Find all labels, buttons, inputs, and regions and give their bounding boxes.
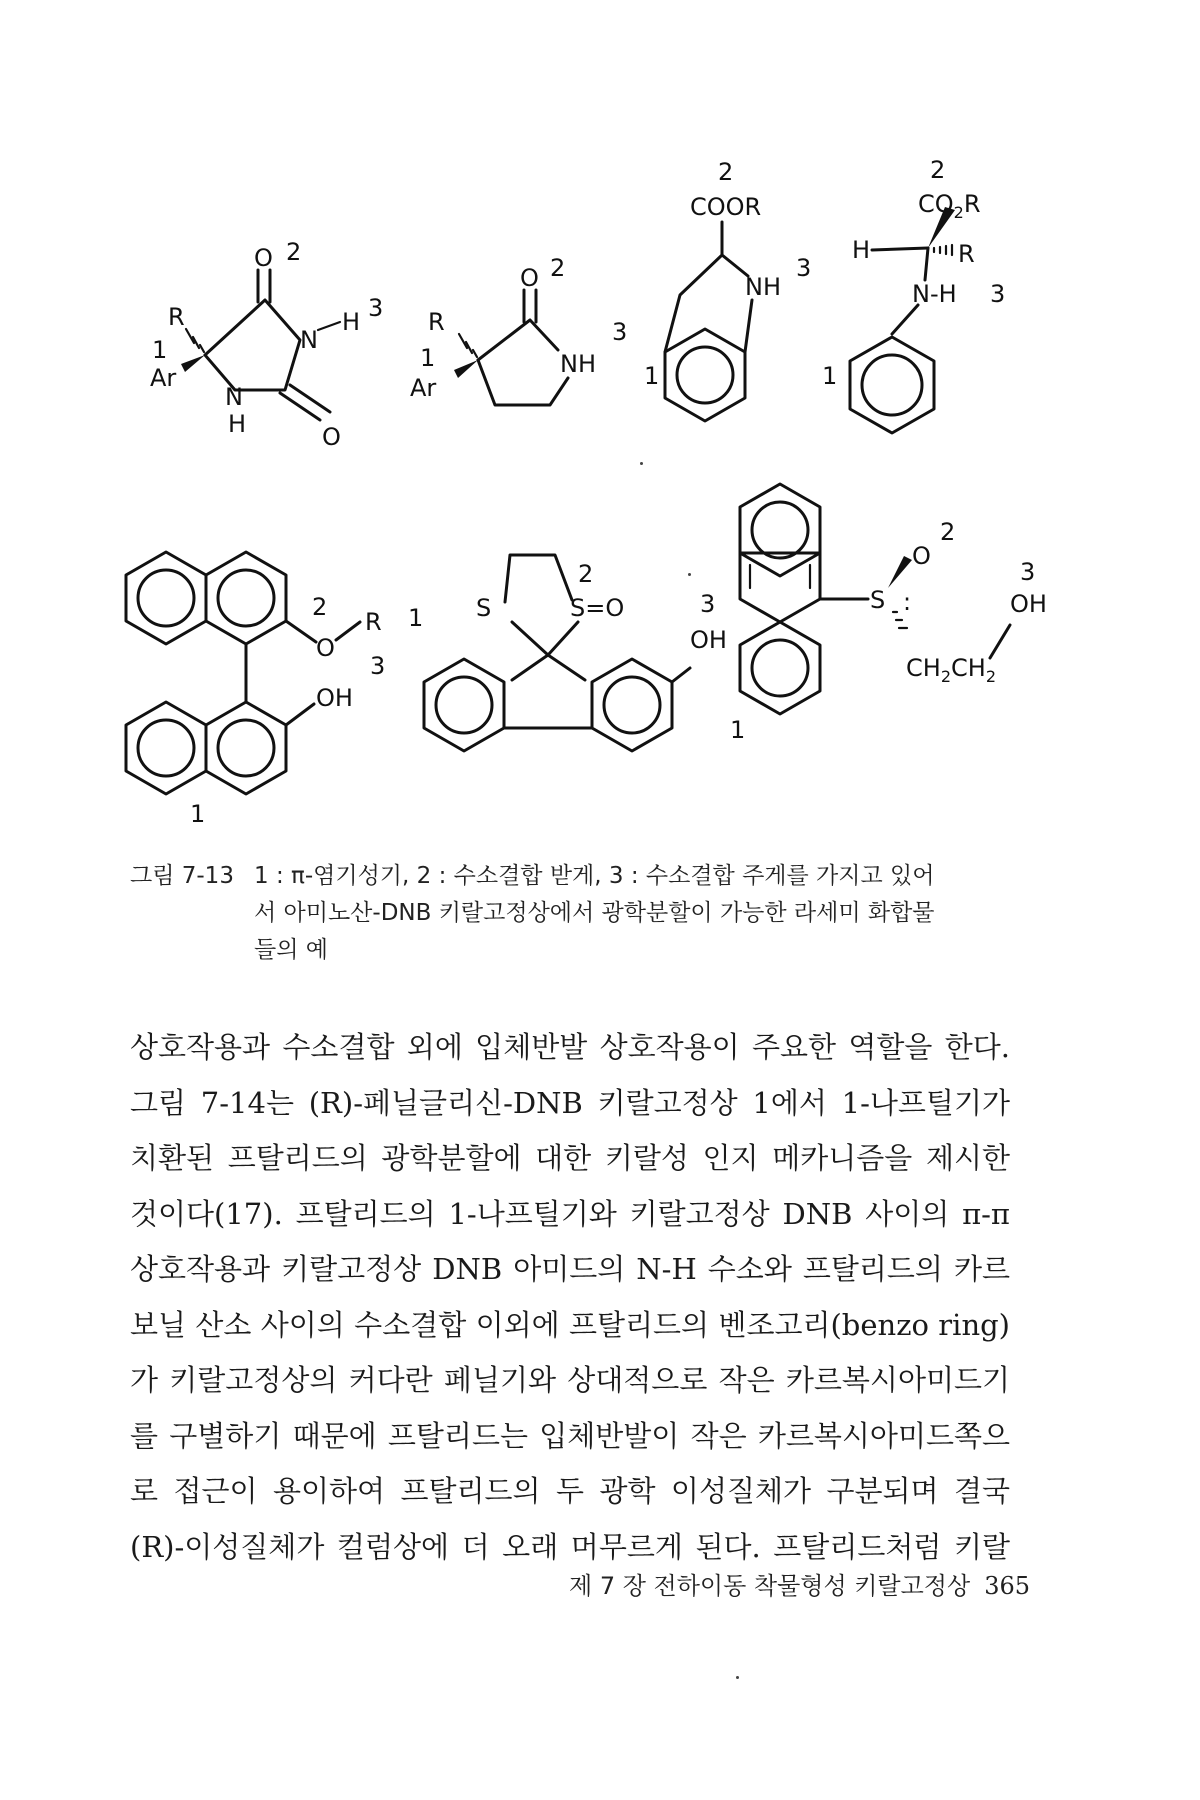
scan-speck [688,573,691,576]
hydantoin-label-1: 1 [152,336,168,364]
body-line-8: 를 구별하기 때문에 프탈리드는 입체반발이 작은 카르복시아미드쪽으 [130,1418,1010,1453]
sulfoxide-lone-pair: : [903,588,912,616]
structure-spiro-fluorene [408,555,727,751]
pyrrolidinone-r: R [428,308,445,336]
binaphthyl-label-3: 3 [370,652,386,680]
body-line-2: 그림 7-14는 (R)-페닐글리신-DNB 키랄고정상 1에서 1-나프틸기가 [130,1085,1010,1120]
body-line-5: 상호작용과 키랄고정상 DNB 아미드의 N-H 수소와 프탈리드의 카르 [130,1252,1011,1286]
spiro-label-3: 3 [700,590,716,618]
spiro-label-1: 1 [408,604,424,632]
body-line-9: 로 접근이 용이하여 프탈리드의 두 광학 이성질체가 구분되며 결국 [130,1474,1010,1508]
spiro-oh: OH [690,626,727,654]
scan-speck [640,462,643,465]
pyrrolidinone-o: O [520,264,539,292]
binaphthyl-oh: OH [316,684,353,712]
sulfoxide-label-3: 3 [1020,558,1036,586]
sulfoxide-oh: OH [1010,590,1047,618]
ester-co2r: $CO_2R$ [918,190,981,222]
spiro-s-left: S [476,594,492,622]
page-number: 365 [984,1572,1030,1600]
chemical-structures-figure [0,0,1200,840]
spiro-label-2: 2 [578,560,594,588]
indoline-label-2: 2 [718,158,734,186]
hydantoin-o-top: O [254,244,273,272]
structure-anilino-ester [822,156,1005,433]
structure-pyrrolidinone [410,254,627,405]
hydantoin-h1: H [228,410,247,438]
pyrrolidinone-label-1: 1 [420,344,436,372]
binaphthyl-label-1: 1 [190,800,206,828]
hydantoin-label-2: 2 [286,238,302,266]
caption-line-3: 들의 예 [254,937,328,963]
figure-caption [130,858,1030,969]
binaphthyl-r: R [365,608,382,636]
pyrrolidinone-label-3: 3 [612,318,628,346]
sulfoxide-o: O [912,542,931,570]
ester-label-1: 1 [822,362,838,390]
sulfoxide-ch2ch2: $CH_2CH_2$ [906,654,996,686]
footer-chapter: 제 7 장 전하이동 착물형성 키랄고정상 [569,1572,971,1600]
structure-indoline [644,158,811,421]
caption-number: 그림 7-13 [130,863,234,889]
binaphthyl-o: O [316,634,335,662]
structure-binaphthyl [126,552,385,828]
ester-nh: N-H [912,280,957,308]
body-line-10: (R)-이성질체가 컬럼상에 더 오래 머무르게 된다. 프탈리드처럼 키랄 [130,1529,1010,1564]
hydantoin-ar: Ar [150,364,177,392]
hydantoin-n3: N [300,326,318,354]
ester-label-3: 3 [990,280,1006,308]
hydantoin-h3: H [342,308,361,336]
hydantoin-o-bottom: O [322,423,341,451]
indoline-label-1: 1 [644,362,660,390]
sulfoxide-label-1: 1 [730,716,746,744]
caption-line-2: 서 아미노산-DNB 키랄고정상에서 광학분할이 가능한 라세미 화합물 [254,900,935,926]
spiro-s-oxide: S=O [570,594,625,622]
structure-hydantoin [150,238,383,451]
caption-line-1: 1 : π-염기성기, 2 : 수소결합 받게, 3 : 수소결합 주게를 가지고 있어 [254,863,935,889]
indoline-label-3: 3 [796,254,812,282]
scan-speck [736,1676,739,1679]
hydantoin-r: R [168,303,185,331]
sulfoxide-label-2: 2 [940,518,956,546]
body-line-3: 치환된 프탈리드의 광학분할에 대한 키랄성 인지 메카니즘을 제시한 [130,1141,1010,1175]
body-line-7: 가 키랄고정상의 커다란 페닐기와 상대적으로 작은 카르복시아미드기 [130,1363,1010,1397]
indoline-nh: NH [745,273,781,301]
structure-anthryl-sulfoxide [730,484,1047,744]
body-line-4: 것이다(17). 프탈리드의 1-나프틸기와 키랄고정상 DNB 사이의 π-π [130,1196,1010,1231]
ester-label-2: 2 [930,156,946,184]
ester-h: H [852,236,871,264]
indoline-coor: COOR [690,193,762,221]
body-line-1: 상호작용과 수소결합 외에 입체반발 상호작용이 주요한 역할을 한다. [130,1030,1010,1064]
ester-r: R [958,240,975,268]
pyrrolidinone-ar: Ar [410,374,437,402]
pyrrolidinone-label-2: 2 [550,254,566,282]
hydantoin-label-3: 3 [368,294,384,322]
binaphthyl-label-2: 2 [312,593,328,621]
hydantoin-n1: N [225,383,243,411]
body-line-6: 보닐 산소 사이의 수소결합 이외에 프탈리드의 벤조고리(benzo ring) [130,1307,1010,1342]
body-paragraph [130,1020,1010,1575]
page-footer [470,1566,1030,1601]
pyrrolidinone-nh: NH [560,350,596,378]
sulfoxide-s: S [870,586,886,614]
